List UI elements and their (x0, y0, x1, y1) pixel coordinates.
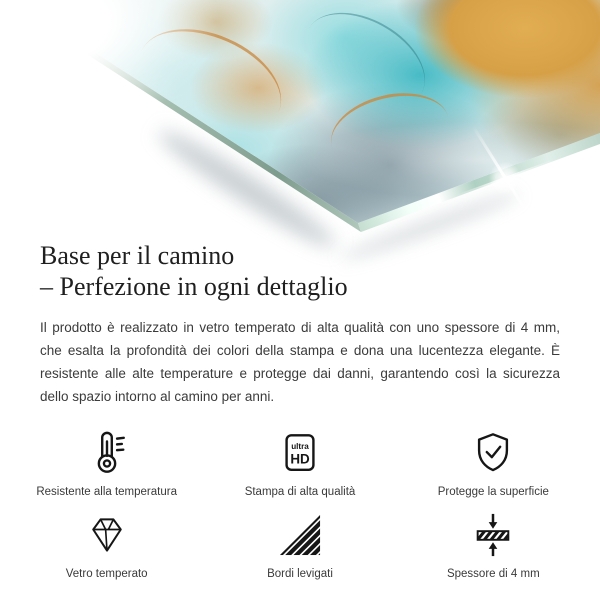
product-description: Il prodotto è realizzato in vetro temperato di alta qualità con uno spessore di 4 mm, che esalta la profondità dei colori della stampa e dona una lucentezza elegante. È resistente alle alte temperature e protegge dai danni, garantendo così la sicurezza dello spazio intorno al camino per anni. (40, 320, 560, 404)
polished-edges-icon (278, 512, 322, 558)
feature-thickness (397, 512, 590, 580)
feature-polished-edges (203, 512, 396, 580)
feature-label: Spessore di 4 mm (446, 568, 540, 580)
diamond-icon (85, 512, 129, 558)
features-grid (0, 430, 600, 580)
feature-tempered-glass (10, 512, 203, 580)
svg-text:HD: HD (290, 451, 310, 467)
feature-print-quality (203, 430, 396, 498)
feature-surface-protection (397, 430, 590, 498)
title-line-2: – Perfezione in ogni dettaglio (40, 272, 348, 301)
feature-label: Vetro temperato (65, 568, 148, 580)
feature-label: Stampa di alta qualità (244, 486, 356, 498)
thickness-icon (470, 512, 516, 558)
ultra-hd-icon (277, 430, 323, 476)
shield-check-icon (470, 430, 516, 476)
svg-text:ultra: ultra (291, 442, 309, 452)
thermometer-icon (84, 430, 130, 476)
title-line-1: Base per il camino (40, 241, 235, 270)
page-title (40, 240, 560, 302)
feature-label: Bordi levigati (267, 568, 333, 580)
feature-temperature-resistant (10, 430, 203, 498)
feature-label: Protegge la superficie (437, 486, 549, 498)
feature-label: Resistente alla temperatura (36, 486, 177, 498)
